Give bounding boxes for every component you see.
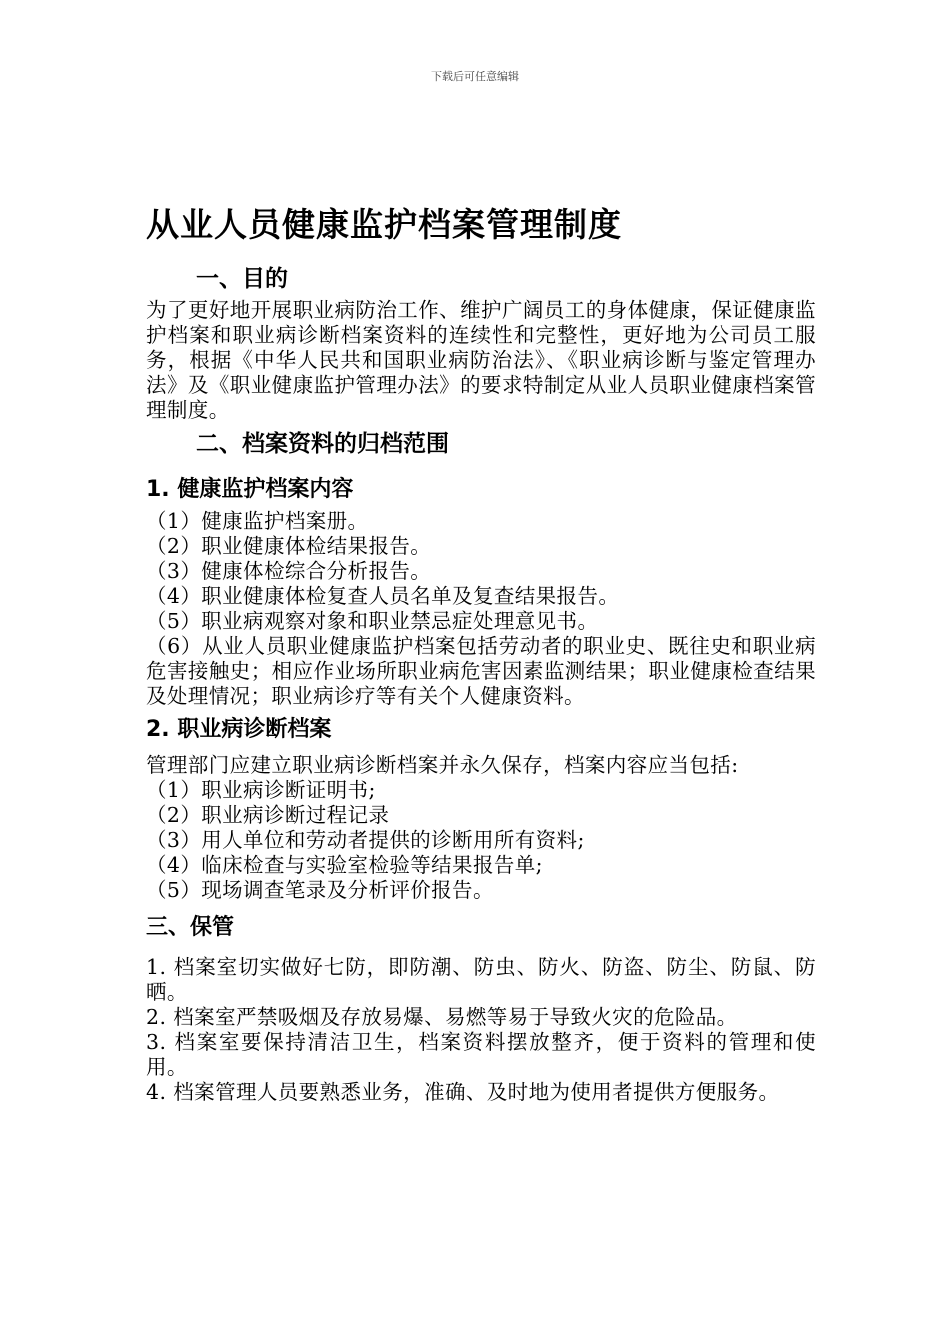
custody-item-1: 1. 档案室切实做好七防，即防潮、防虫、防火、防盗、防尘、防鼠、防晒。 [146,955,816,1004]
diagnosis-item-3: （3）用人单位和劳动者提供的诊断用所有资料; [146,828,585,852]
health-item-5: （5）职业病观察对象和职业禁忌症处理意见书。 [146,609,599,633]
diagnosis-intro: 管理部门应建立职业病诊断档案并永久保存，档案内容应当包括: [146,753,739,777]
diagnosis-item-4: （4）临床检查与实验室检验等结果报告单; [146,853,543,877]
subsection-heading-diagnosis: 2. 职业病诊断档案 [146,717,332,742]
health-item-1: （1）健康监护档案册。 [146,509,369,533]
document-title: 从业人员健康监护档案管理制度 [146,205,622,244]
health-item-6: （6）从业人员职业健康监护档案包括劳动者的职业史、既往史和职业病危害接触史；相应作业场所职业病危害因素监测结果；职业健康检查结果及处理情况；职业病诊疗等有关个人健康资料。 [146,634,816,708]
subsection-heading-health: 1. 健康监护档案内容 [146,477,354,502]
health-item-4: （4）职业健康体检复查人员名单及复查结果报告。 [146,584,620,608]
purpose-paragraph: 为了更好地开展职业病防治工作、维护广阔员工的身体健康，保证健康监护档案和职业病诊断档案资料的连续性和完整性，更好地为公司员工服务，根据《中华人民共和国职业病防治法》、《职业病诊断与鉴定管理办法》及《职业健康监护管理办法》的要求特制定从业人员职业健康档案管理制度。 [146,298,816,422]
health-item-2: （2）职业健康体检结果报告。 [146,534,432,558]
section-heading-scope: 二、档案资料的归档范围 [196,431,449,457]
document-body [146,200,816,1105]
diagnosis-item-1: （1）职业病诊断证明书; [146,778,376,802]
custody-item-2: 2. 档案室严禁吸烟及存放易爆、易燃等易于导致火灾的危险品。 [146,1005,738,1029]
diagnosis-item-2: （2）职业病诊断过程记录 [146,803,390,827]
section-heading-custody: 三、保管 [146,915,235,940]
section-heading-purpose: 一、目的 [196,266,288,292]
health-item-3: （3）健康体检综合分析报告。 [146,559,432,583]
custody-item-3: 3. 档案室要保持清洁卫生，档案资料摆放整齐，便于资料的管理和使用。 [146,1030,816,1079]
diagnosis-item-5: （5）现场调查笔录及分析评价报告。 [146,878,494,902]
custody-item-4: 4. 档案管理人员要熟悉业务，准确、及时地为使用者提供方便服务。 [146,1080,780,1104]
header-note: 下载后可任意编辑 [431,70,519,83]
